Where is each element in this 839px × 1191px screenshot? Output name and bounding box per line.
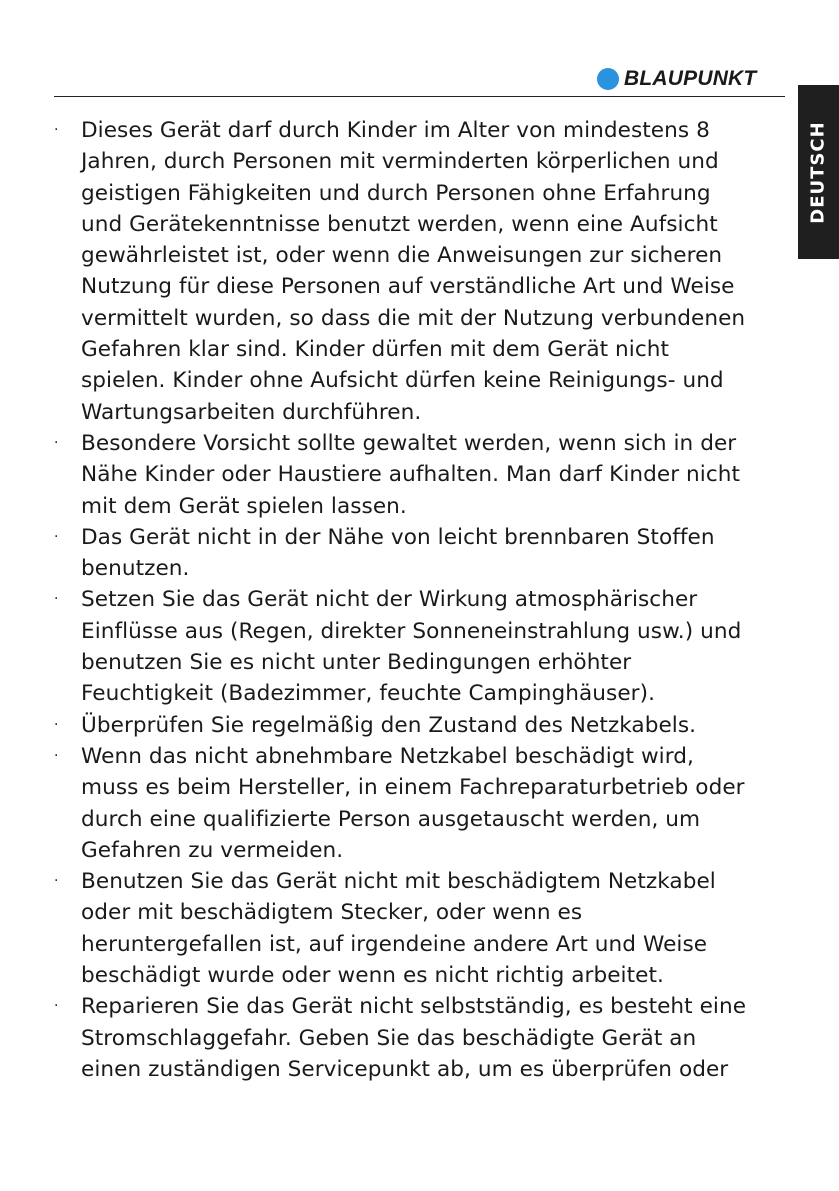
list-item-text-line: Gefahren klar sind. Kinder dürfen mit dem Gerät nicht [81,337,669,363]
language-tab [798,85,839,259]
list-item-text-line: Wartungsarbeiten durchführen. [81,399,422,425]
bullet-icon: · [54,998,59,1015]
bullet-icon: · [54,591,59,608]
bullet-icon: · [54,873,59,890]
list-item-text-line: gewährleistet ist, oder wenn die Anweisungen zur sicheren [81,243,723,269]
list-item-text-line: und Gerätekenntnisse benutzt werden, wenn eine Aufsicht [81,211,718,237]
bullet-icon: · [54,122,59,138]
brand-logo [597,66,756,92]
list-item [54,428,789,522]
list-item-text-line: Einflüsse aus (Regen, direkter Sonneneinstrahlung usw.) und [81,618,742,644]
list-item-text-line: Feuchtigkeit (Badezimmer, feuchte Campinghäuser). [81,681,655,707]
list-item [54,115,789,428]
list-item-text-line: durch eine qualifizierte Person ausgetauscht werden, um [81,806,701,832]
list-item-text-line: vermittelt wurden, so dass die mit der Nutzung verbundenen [81,305,746,331]
list-item-text-line: Dieses Gerät darf durch Kinder im Alter von mindestens 8 [81,118,710,143]
list-item-text-line: Wenn das nicht abnehmbare Netzkabel beschädigt wird, [81,743,694,769]
list-item-text-line: benutzen Sie es nicht unter Bedingungen erhöhter [81,650,632,676]
header-divider [54,96,785,97]
list-item-text-line: Besondere Vorsicht sollte gewaltet werden, wenn sich in der [81,430,737,456]
list-item-text-line: Reparieren Sie das Gerät nicht selbstständig, es besteht eine [81,994,747,1020]
list-item-text-line: Nähe Kinder oder Haustiere aufhalten. Man darf Kinder nicht [81,462,740,488]
bullet-icon: · [54,747,59,764]
list-item-text-line: Gefahren zu vermeiden. [81,837,344,863]
language-tab-label: DEUTSCH [808,120,829,224]
bullet-icon: · [54,434,59,451]
list-item-text-line: einen zuständigen Servicepunkt ab, um es überprüfen oder [81,1056,729,1082]
list-item-text-line: Das Gerät nicht in der Nähe von leicht brennbaren Stoffen [81,524,715,550]
list-item [54,584,789,709]
list-item-text-line: Jahren, durch Personen mit verminderten körperlichen und [81,149,719,175]
list-item [54,866,789,991]
bullet-icon: · [54,528,59,545]
list-item-text-line: benutzen. [81,556,190,582]
list-item-text-line: muss es beim Hersteller, in einem Fachreparaturbetrieb oder [81,775,745,801]
list-item-text-line: heruntergefallen ist, auf irgendeine andere Art und Weise [81,931,708,957]
list-item-text-line: Nutzung für diese Personen auf verständliche Art und Weise [81,274,735,300]
list-item-text-line: Setzen Sie das Gerät nicht der Wirkung atmosphärischer [81,587,698,613]
list-item-text-line: spielen. Kinder ohne Aufsicht dürfen keine Reinigungs- und [81,368,724,394]
list-item-text-line: Überprüfen Sie regelmäßig den Zustand des Netzkabels. [81,712,697,738]
list-item-text-line: Benutzen Sie das Gerät nicht mit beschädigtem Netzkabel [81,869,716,895]
list-item-text-line: oder mit beschädigtem Stecker, oder wenn es [81,900,583,926]
brand-dot-icon [597,68,619,90]
list-item-text-line: mit dem Gerät spielen lassen. [81,493,407,519]
list-item [54,710,789,741]
list-item [54,741,789,866]
safety-instructions-list [54,115,789,1085]
list-item-text-line: Stromschlaggefahr. Geben Sie das beschädigte Gerät an [81,1025,697,1051]
list-item [54,991,789,1085]
list-item-text-line: geistigen Fähigkeiten und durch Personen ohne Erfahrung [81,180,711,206]
bullet-icon: · [54,716,59,733]
brand-name: BLAUPUNKT [624,67,757,90]
list-item-text-line: beschädigt wurde oder wenn es nicht richtig arbeitet. [81,963,664,989]
list-item [54,522,789,585]
